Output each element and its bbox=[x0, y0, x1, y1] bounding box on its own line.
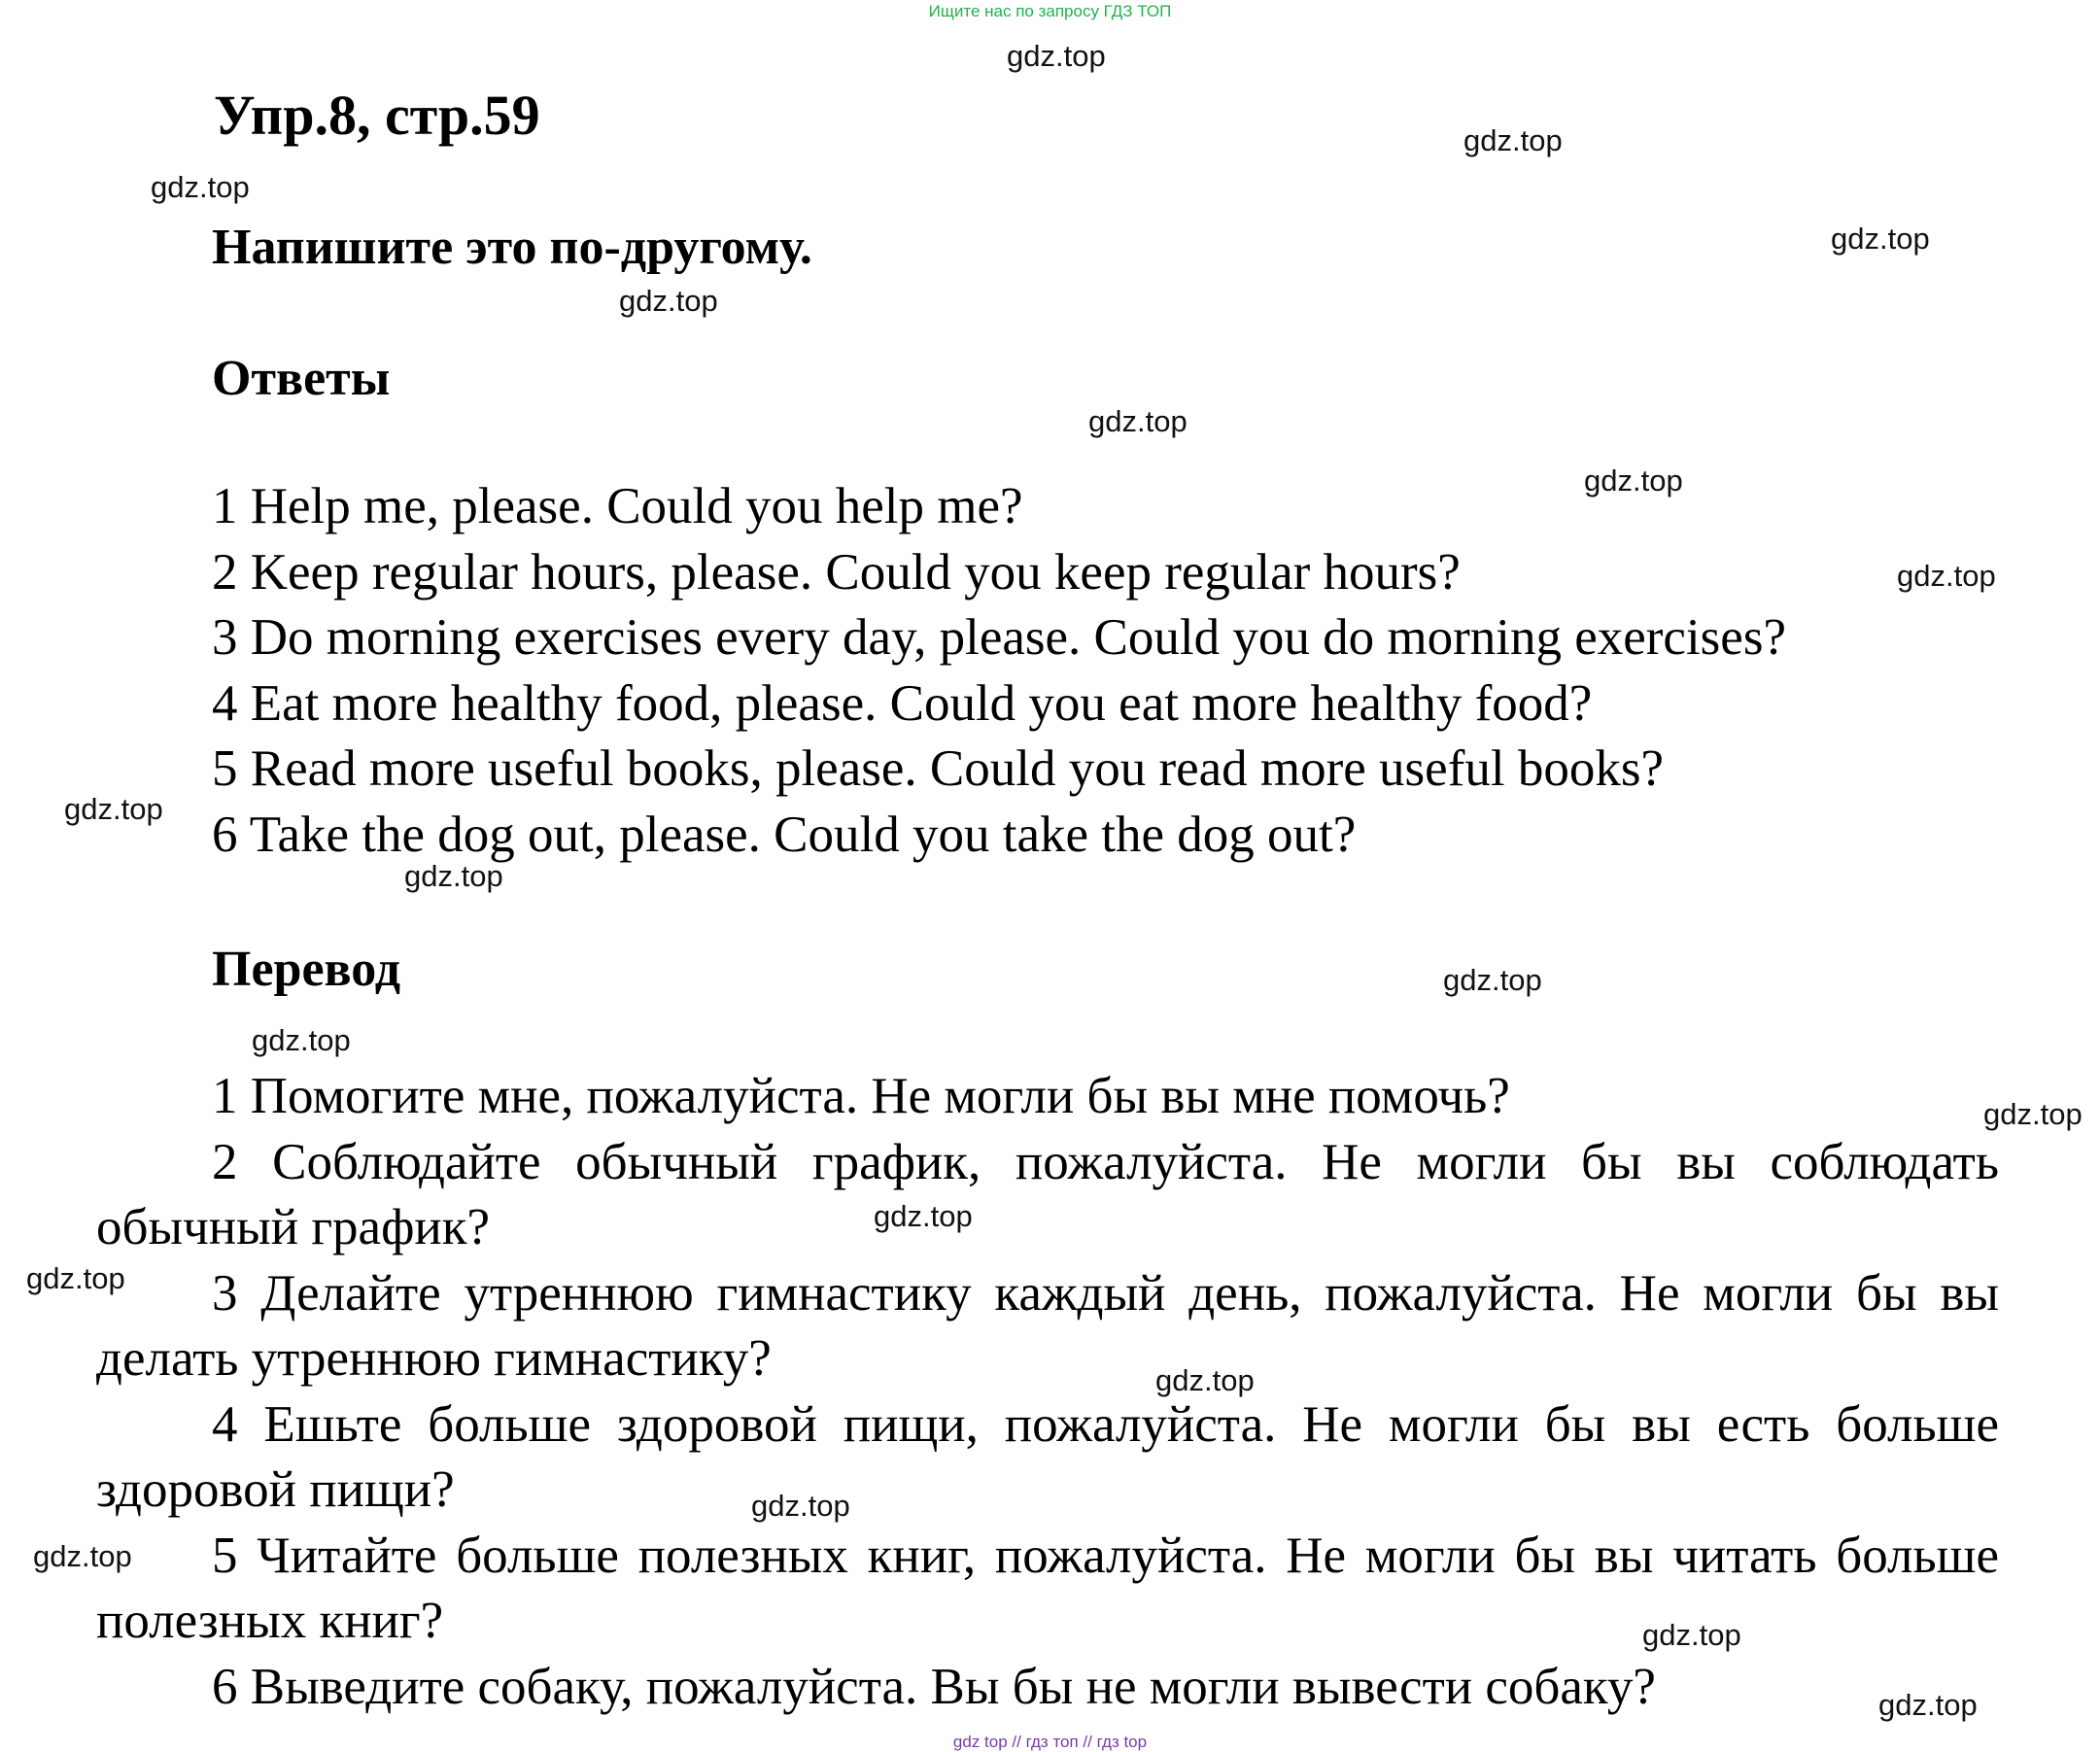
translation-item: 2 Соблюдайте обычный график, пожалуйста. Не могли бы вы соблюдать обычный график? bbox=[96, 1133, 1999, 1255]
watermark: gdz.top bbox=[252, 1023, 351, 1057]
watermark: gdz.top bbox=[1007, 39, 1106, 73]
watermark: gdz.top bbox=[1831, 222, 1930, 256]
watermark: gdz.top bbox=[1897, 559, 1996, 593]
answer-item: 3 Do morning exercises every day, please. Could you do morning exercises? bbox=[212, 609, 1786, 666]
translation-item: 6 Выведите собаку, пожалуйста. Вы бы не могли вывести собаку? bbox=[212, 1658, 1656, 1715]
watermark: gdz.top bbox=[404, 859, 503, 893]
watermark: gdz.top bbox=[751, 1489, 850, 1523]
watermark: gdz.top bbox=[1443, 963, 1542, 997]
watermark: gdz.top bbox=[874, 1199, 973, 1233]
watermark: gdz.top bbox=[151, 170, 250, 204]
watermark: gdz.top bbox=[1584, 464, 1683, 498]
answers-heading: Ответы bbox=[212, 351, 391, 406]
translation-item: 4 Ешьте больше здоровой пищи, пожалуйста. Не могли бы вы есть больше здоровой пищи? bbox=[96, 1395, 1999, 1518]
watermark: gdz.top bbox=[1983, 1097, 2083, 1131]
translation-item: 5 Читайте больше полезных книг, пожалуйста. Не могли бы вы читать больше полезных книг? bbox=[96, 1527, 1999, 1649]
watermark: gdz.top bbox=[64, 792, 163, 826]
answer-item: 4 Eat more healthy food, please. Could you eat more healthy food? bbox=[212, 674, 1593, 732]
translation-heading: Перевод bbox=[212, 942, 401, 997]
watermark: gdz.top bbox=[26, 1261, 125, 1295]
translation-item: 3 Делайте утреннюю гимнастику каждый день, пожалуйста. Не могли бы вы делать утреннюю гимнастику? bbox=[96, 1264, 1999, 1387]
page-title: Упр.8, стр.59 bbox=[214, 84, 540, 147]
answer-item: 5 Read more useful books, please. Could you read more useful books? bbox=[212, 740, 1664, 797]
watermark: gdz.top bbox=[1155, 1363, 1255, 1397]
watermark: gdz.top bbox=[1088, 404, 1188, 438]
bottom-banner: gdz top // гдз топ // гдз top bbox=[952, 1733, 1148, 1751]
watermark: gdz.top bbox=[33, 1539, 132, 1573]
answer-item: 2 Keep regular hours, please. Could you keep regular hours? bbox=[212, 543, 1461, 601]
watermark: gdz.top bbox=[1642, 1618, 1741, 1652]
translation-item: 1 Помогите мне, пожалуйста. Не могли бы вы мне помочь? bbox=[212, 1068, 1510, 1124]
task-heading: Напишите это по-другому. bbox=[212, 220, 812, 275]
answers-list bbox=[212, 474, 1786, 868]
top-banner: Ищите нас по запросу ГДЗ ТОП bbox=[928, 2, 1172, 20]
watermark: gdz.top bbox=[619, 284, 718, 318]
answer-item: 1 Help me, please. Could you help me? bbox=[212, 478, 1023, 534]
watermark: gdz.top bbox=[1463, 123, 1563, 157]
watermark: gdz.top bbox=[1878, 1688, 1978, 1722]
answer-item: 6 Take the dog out, please. Could you take the dog out? bbox=[212, 806, 1357, 863]
